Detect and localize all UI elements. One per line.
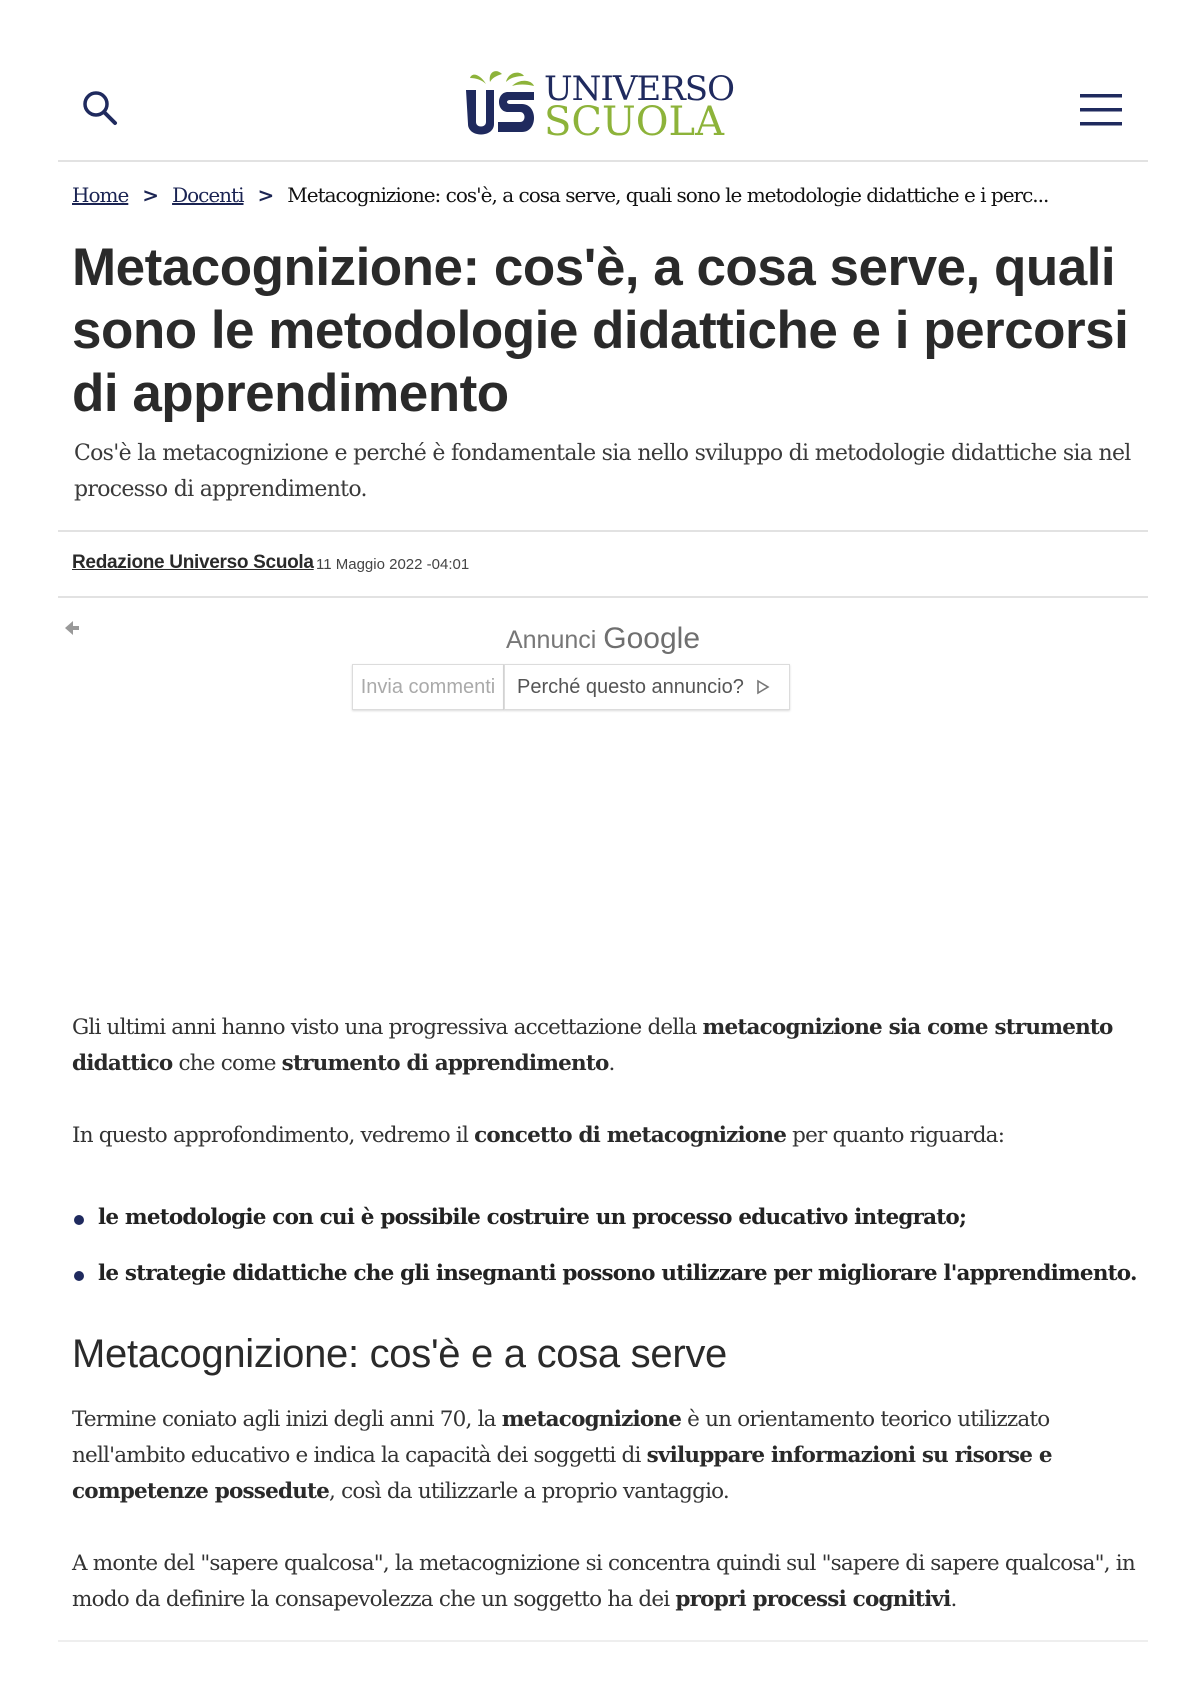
breadcrumb-current: Metacognizione: cos'è, a cosa serve, quali sono le metodologie didattiche e i perc... <box>287 183 1049 207</box>
send-feedback-button[interactable]: Invia commenti <box>352 664 504 710</box>
paragraph: A monte del "sapere qualcosa", la metacognizione si concentra quindi sul "sapere di sapere qualcosa", in modo da definire la consapevolezza che un soggetto ha dei propri processi cognitivi. <box>72 1551 1135 1612</box>
breadcrumb-docenti-link[interactable]: Docenti <box>172 183 244 207</box>
page-title: Metacognizione: cos'è, a cosa serve, quali sono le metodologie didattiche e i percorsi di apprendimento <box>72 238 1129 423</box>
list-item: le strategie didattiche che gli insegnanti possono utilizzare per migliorare l'apprendimento. <box>72 1256 1142 1312</box>
logo-text-top: UNIVERSO <box>544 69 734 109</box>
author-link[interactable]: Redazione Universo Scuola <box>72 552 314 573</box>
logo-wordmark <box>544 69 734 145</box>
chevron-right-icon: > <box>257 183 274 207</box>
page <box>58 0 1148 1612</box>
ad-label <box>58 622 1148 656</box>
site-header <box>58 0 1148 162</box>
breadcrumb <box>72 183 1147 207</box>
ad-label-prefix: Annunci <box>505 626 597 654</box>
logo-monogram-icon <box>462 70 546 142</box>
paragraph: Termine coniato agli inizi degli anni 70, la metacognizione è un orientamento teorico utilizzato nell'ambito educativo e indica la capacità dei soggetti di sviluppare informazioni su risorse e competenze possedute, così da utilizzarle a proprio vantaggio. <box>72 1407 1052 1504</box>
article-meta <box>58 530 1148 598</box>
article-subtitle: Cos'è la metacognizione e perché è fondamentale sia nello sviluppo di metodologie didattiche sia nel processo di apprendimento. <box>74 441 1131 502</box>
list-item: le metodologie con cui è possibile costruire un processo educativo integrato; <box>72 1200 1142 1256</box>
why-this-ad-button[interactable] <box>504 664 790 710</box>
paragraph: Gli ultimi anni hanno visto una progressiva accettazione della metacognizione sia come strumento didattico che come strumento di apprendimento. <box>72 1015 1113 1076</box>
logo-text-bottom: SCUOLA <box>544 99 724 145</box>
search-icon[interactable] <box>80 88 120 128</box>
breadcrumb-home-link[interactable]: Home <box>72 183 129 207</box>
bullet-list <box>72 1200 1142 1312</box>
site-logo[interactable] <box>462 69 734 145</box>
ad-label-brand: Google <box>603 622 701 655</box>
chevron-right-icon: > <box>142 183 159 207</box>
section-heading: Metacognizione: cos'è e a cosa serve <box>72 1332 727 1376</box>
play-outline-icon <box>754 678 772 696</box>
hamburger-menu-icon[interactable] <box>1078 92 1124 128</box>
paragraph: In questo approfondimento, vedremo il concetto di metacognizione per quanto riguarda: <box>72 1123 1005 1148</box>
ad-buttons <box>352 664 790 710</box>
publish-date: 11 Maggio 2022 -04:01 <box>316 556 470 573</box>
why-this-ad-label: Perché questo annuncio? <box>517 675 744 698</box>
divider <box>58 1640 1148 1642</box>
